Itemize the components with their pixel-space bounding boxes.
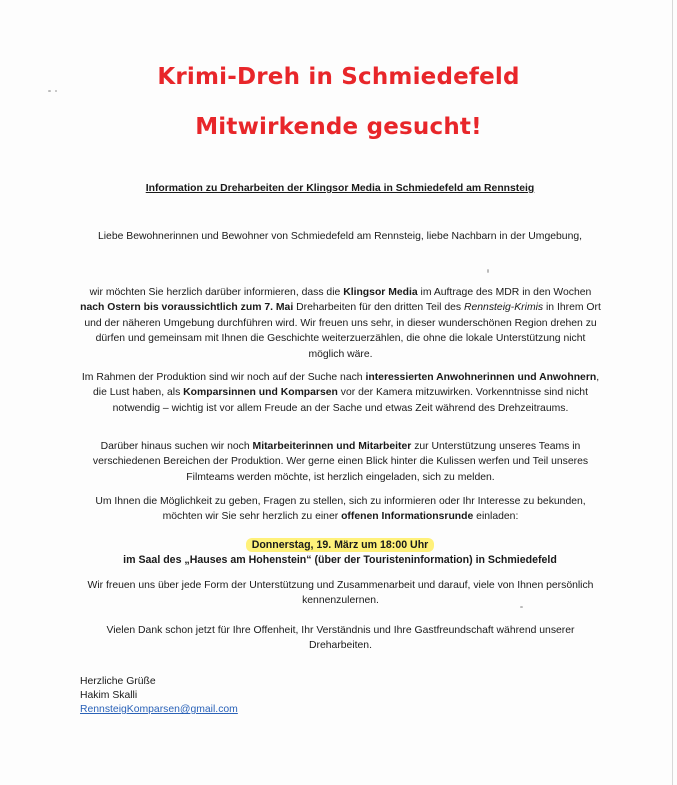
staff-paragraph: Darüber hinaus suchen wir noch Mitarbeiterinnen und Mitarbeiter zur Unterstützung unseres Teams in verschiedenen Bereichen der Produktion. Wer gerne einen Blick hinter die Kulissen werfen und Teil unseres Filmteams werden möchte, ist herzlich eingeladen, sich zu melden.: [92, 441, 589, 483]
signature-email-link[interactable]: RennsteigKomparsen@gmail.com: [80, 704, 238, 715]
intro-paragraph: wir möchten Sie herzlich darüber informieren, dass die Klingsor Media im Auftrage des MDR in den Wochen nach Ostern bis voraussichtlich zum 7. Mai Dreharbeiten für den dritten Teil des Rennsteig-Krimis in Ihrem Ort und der näheren Umgebung durchführen wird. Wir freuen uns sehr, in dieser wunderschönen Region drehen zu dürfen und gemeinsam mit Ihnen die Geschichte weiterzuerzählen, die ohne die lokale Unterstützung nicht möglich wäre.: [80, 287, 601, 360]
signature-closing: Herzliche Grüße: [80, 676, 156, 687]
invitation-paragraph: Um Ihnen die Möglichkeit zu geben, Fragen zu stellen, sich zu informieren oder Ihr Interesse zu bekunden, möchten wir Sie sehr herzlich zu einer offenen Informationsrunde einladen:: [95, 496, 586, 523]
title-line-1: Krimi-Dreh in Schmiedefeld: [157, 64, 520, 90]
scan-speck: [487, 269, 489, 273]
signature-name: Hakim Skalli: [80, 690, 138, 701]
event-date-highlight: Donnerstag, 19. März um 18:00 Uhr: [246, 538, 435, 552]
thanks-paragraph: Vielen Dank schon jetzt für Ihre Offenheit, Ihr Verständnis und Ihre Gastfreundschaft während unserer Dreharbeiten.: [106, 625, 575, 652]
event-date: [60, 538, 620, 553]
scan-speck: [48, 90, 51, 92]
event-location: im Saal des „Hauses am Hohenstein“ (über der Touristeninformation) in Schmiedefeld: [123, 554, 557, 566]
document-heading: Information zu Dreharbeiten der Klingsor Media in Schmiedefeld am Rennsteig: [145, 183, 535, 194]
extras-paragraph: Im Rahmen der Produktion sind wir noch auf der Suche nach interessierten Anwohnerinnen und Anwohnern, die Lust haben, als Komparsinnen und Komparsen vor der Kamera mitzuwirken. Vorkenntnisse sind nicht notwendig – wichtig ist vor allem Freude an der Sache und etwas Zeit während des Drehzeitraums.: [81, 372, 600, 414]
scan-speck: [55, 90, 57, 92]
greeting-paragraph: Liebe Bewohnerinnen und Bewohner von Schmiedefeld am Rennsteig, liebe Nachbarn in der Umgebung,: [97, 231, 583, 242]
support-paragraph: Wir freuen uns über jede Form der Unterstützung und Zusammenarbeit und darauf, viele von Ihnen persönlich kennenzulernen.: [87, 580, 594, 607]
title-line-2: Mitwirkende gesucht!: [195, 114, 482, 140]
